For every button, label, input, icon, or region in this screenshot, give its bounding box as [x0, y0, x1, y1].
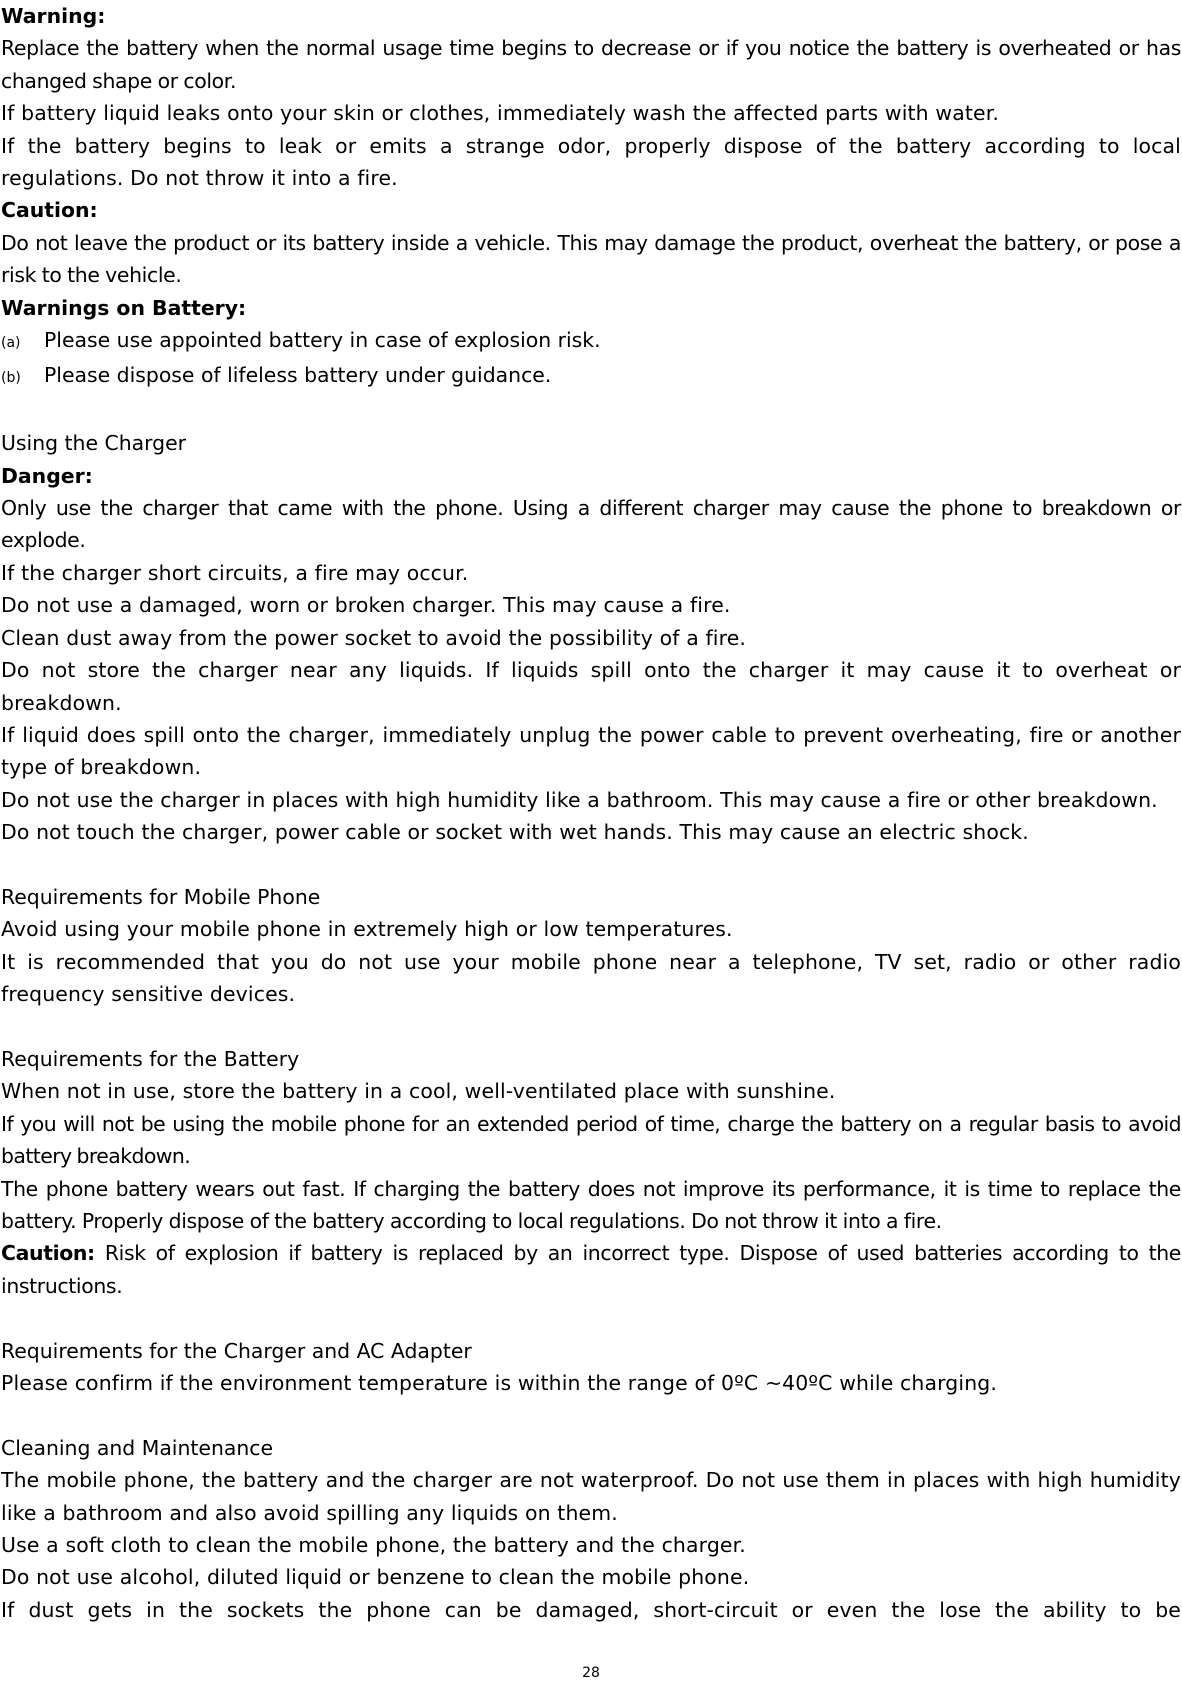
paragraph: Clean dust away from the power socket to avoid the possibility of a fire. [1, 625, 747, 650]
paragraph: Do not store the charger near any liquids. If liquids spill onto the charger it may cause it to overheat or breakdown. [1, 658, 1181, 715]
paragraph: Do not use alcohol, diluted liquid or benzene to clean the mobile phone. [1, 1565, 750, 1590]
warning-heading: Warning: [1, 4, 106, 28]
paragraph: It is recommended that you do not use your mobile phone near a telephone, TV set, radio or other radio frequency sensitive devices. [1, 949, 1181, 1007]
paragraph: Replace the battery when the normal usage time begins to decrease or if you notice the battery is overheated or has changed shape or color. [1, 36, 1181, 93]
list-item-text: Please use appointed battery in case of explosion risk. [44, 328, 601, 353]
caution-text: Risk of explosion if battery is replaced by an incorrect type. Dispose of used batteries according to the instructions. [1, 1241, 1181, 1298]
section-title: Requirements for the Charger and AC Adapter [1, 1338, 472, 1363]
spacer [1, 849, 1181, 881]
section-title: Requirements for the Battery [1, 1046, 300, 1071]
paragraph: Please confirm if the environment temperature is within the range of 0ºC ~40ºC while charging. [1, 1371, 998, 1395]
section-title: Requirements for Mobile Phone [1, 884, 321, 909]
paragraph: Do not use the charger in places with high humidity like a bathroom. This may cause a fire or other breakdown. [1, 787, 1158, 812]
spacer [1, 1399, 1181, 1431]
paragraph: If dust gets in the sockets the phone can be damaged, short-circuit or even the lose the ability to be [1, 1597, 1181, 1622]
list-item [1, 324, 1181, 359]
paragraph: If battery liquid leaks onto your skin or clothes, immediately wash the affected parts with water. [1, 101, 999, 126]
paragraph: Do not leave the product or its battery inside a vehicle. This may damage the product, overheat the battery, or pose a risk to the vehicle. [1, 230, 1181, 288]
paragraph: If you will not be using the mobile phone for an extended period of time, charge the battery on a regular basis to avoid battery breakdown. [1, 1111, 1181, 1169]
section-title: Using the Charger [1, 431, 187, 456]
caution-label: Caution: [1, 1241, 95, 1266]
page-number: 28 [582, 1665, 600, 1681]
paragraph: The phone battery wears out fast. If charging the battery does not improve its performance, it is time to replace the battery. Properly dispose of the battery according to local regulations. Do not throw it into a fire. [1, 1176, 1181, 1233]
paragraph: If the battery begins to leak or emits a strange odor, properly dispose of the battery according to local regulations. Do not throw it into a fire. [1, 133, 1181, 191]
paragraph: When not in use, store the battery in a cool, well-ventilated place with sunshine. [1, 1079, 836, 1104]
list-marker: (b) [1, 370, 21, 387]
paragraph: Do not use a damaged, worn or broken charger. This may cause a fire. [1, 593, 731, 618]
spacer [1, 1302, 1181, 1334]
paragraph: Avoid using your mobile phone in extremely high or low temperatures. [1, 917, 733, 942]
paragraph: Only use the charger that came with the phone. Using a different charger may cause the phone to breakdown or explode. [1, 496, 1181, 553]
list-marker: (a) [1, 335, 21, 352]
paragraph: Do not touch the charger, power cable or socket with wet hands. This may cause an electric shock. [1, 820, 1029, 845]
document-body [1, 0, 1181, 1626]
list-item-text: Please dispose of lifeless battery under guidance. [44, 363, 552, 388]
warnings-on-battery-heading: Warnings on Battery: [1, 295, 247, 320]
spacer [1, 1011, 1181, 1043]
paragraph: If liquid does spill onto the charger, immediately unplug the power cable to prevent overheating, fire or another type of breakdown. [1, 722, 1181, 780]
caution-heading: Caution: [1, 198, 98, 223]
paragraph: Use a soft cloth to clean the mobile phone, the battery and the charger. [1, 1533, 746, 1558]
paragraph: If the charger short circuits, a fire may occur. [1, 560, 469, 585]
section-title: Cleaning and Maintenance [1, 1435, 274, 1460]
list-item [1, 359, 1181, 394]
danger-heading: Danger: [1, 463, 93, 488]
caution-paragraph [1, 1237, 1181, 1302]
spacer [1, 395, 1181, 427]
paragraph: The mobile phone, the battery and the charger are not waterproof. Do not use them in places with high humidity like a bathroom and also avoid spilling any liquids on them. [1, 1468, 1181, 1525]
